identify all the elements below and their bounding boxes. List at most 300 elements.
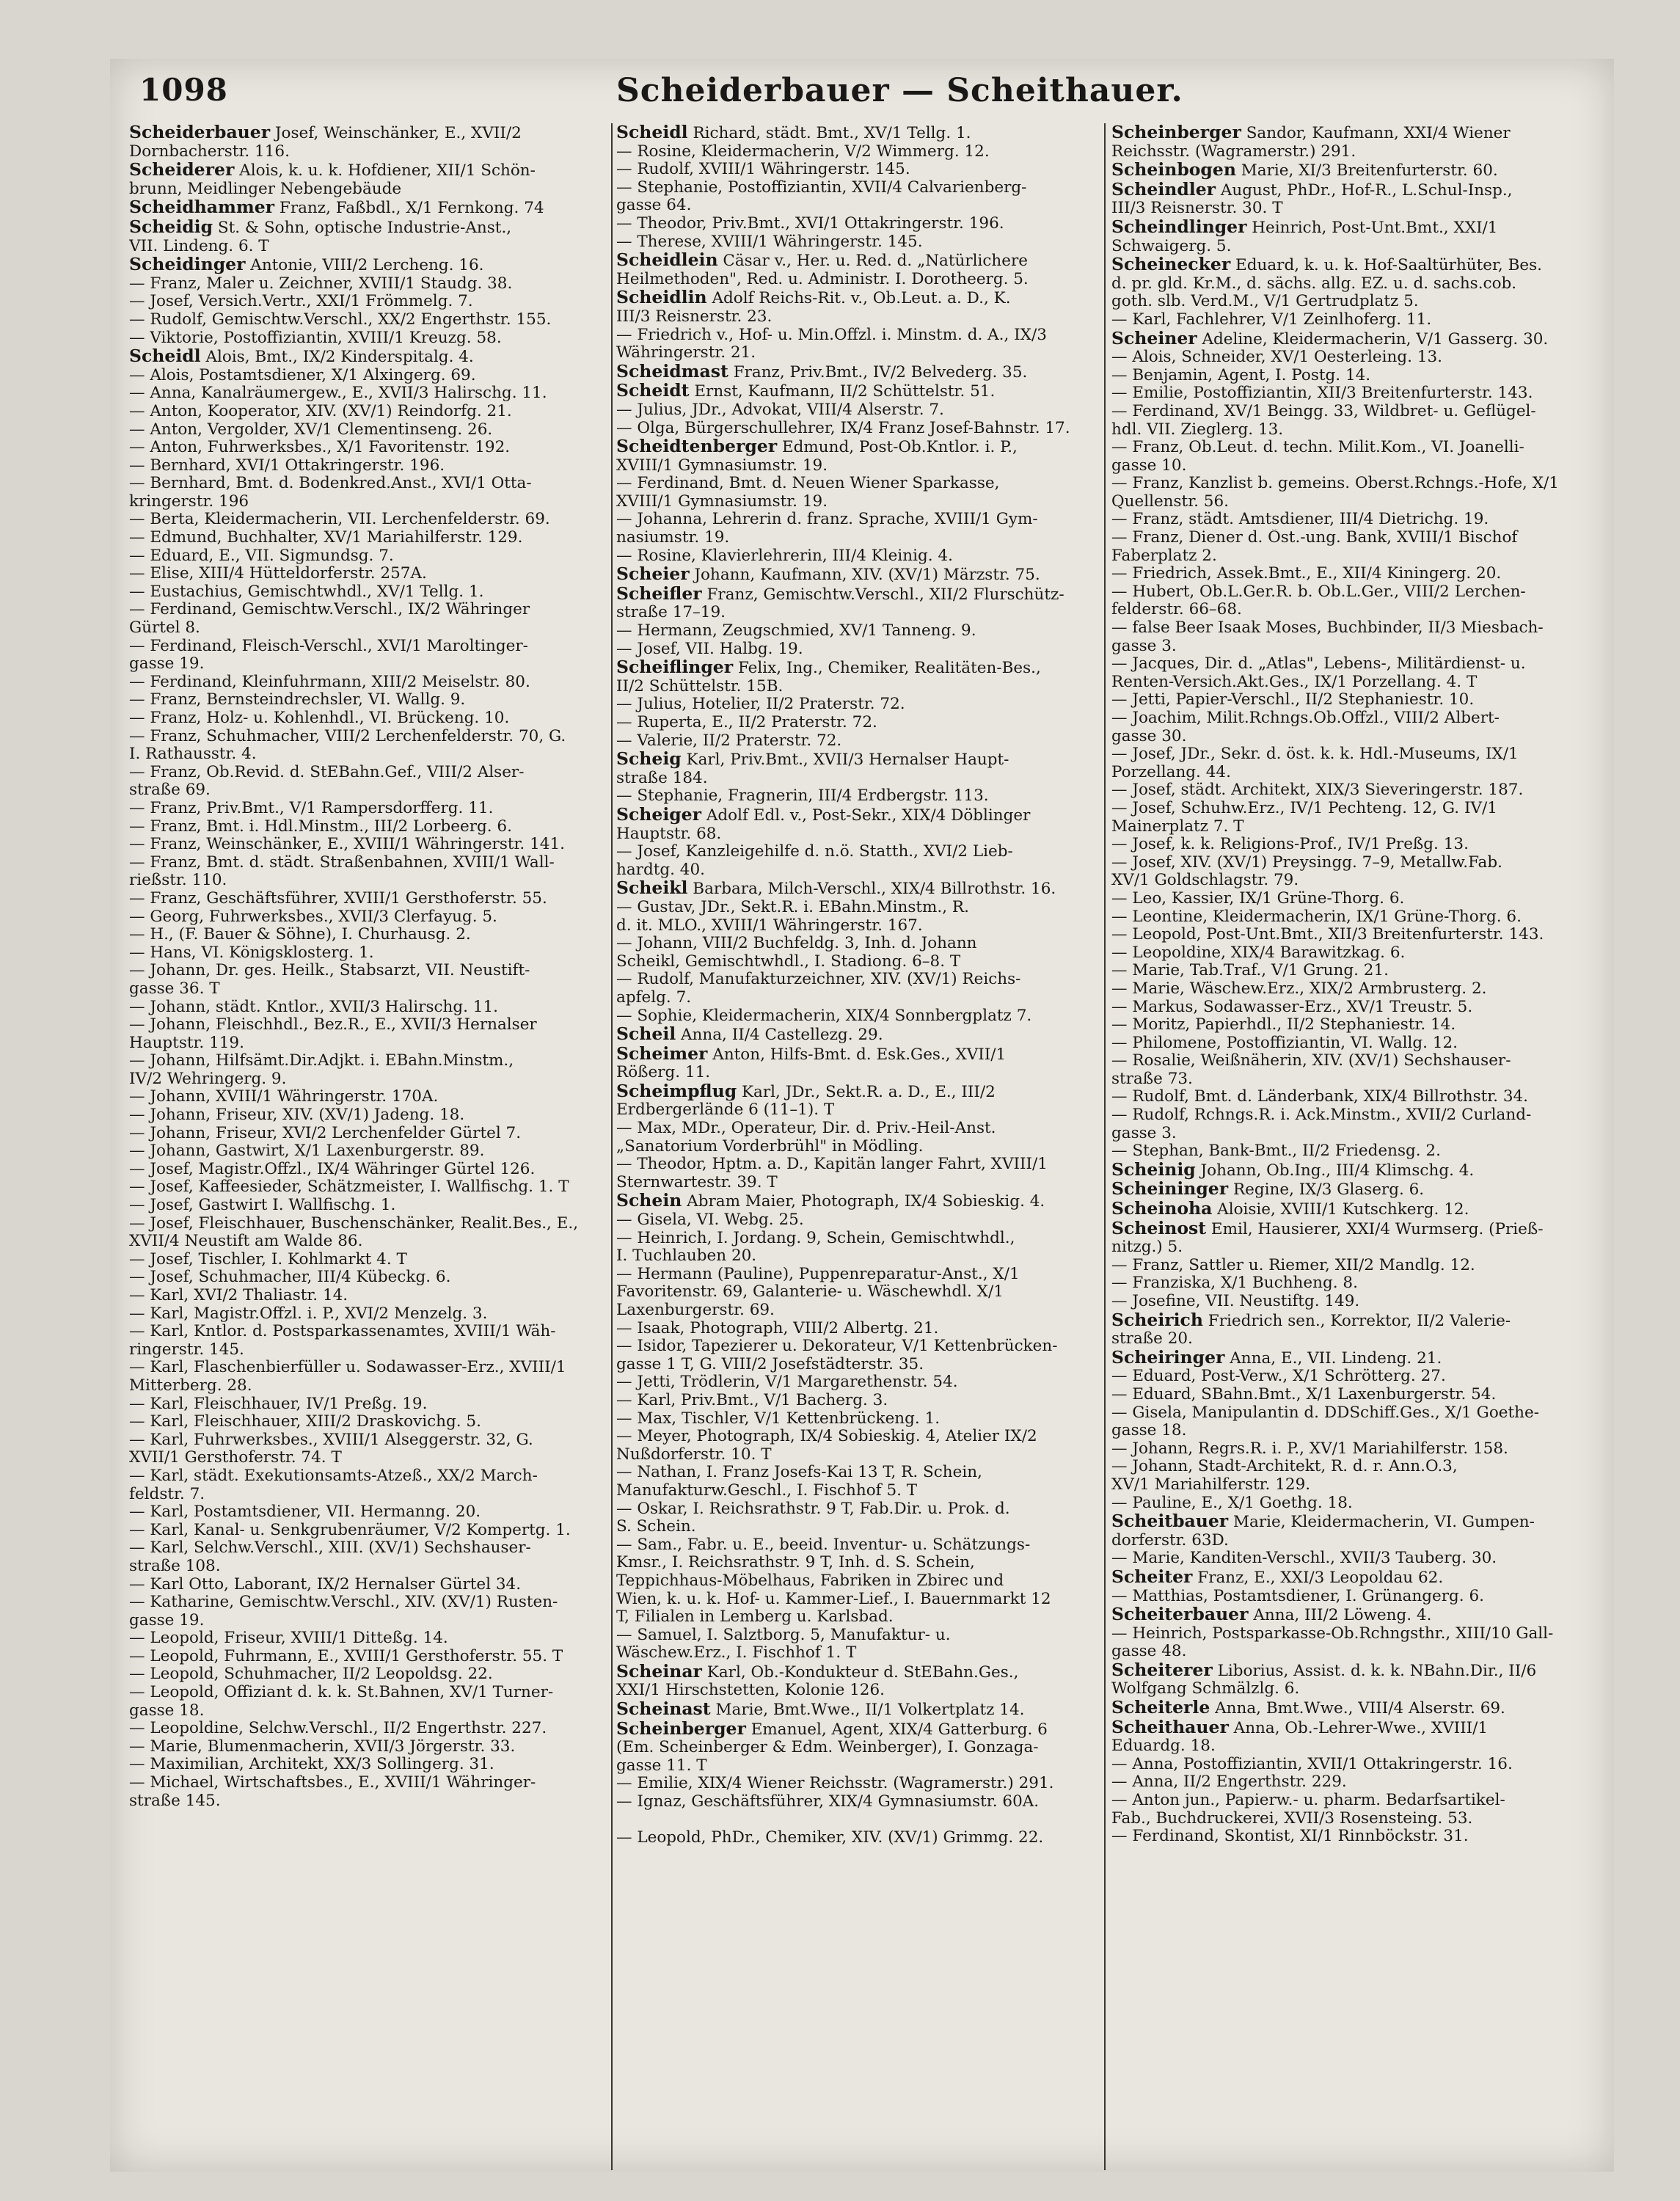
entry-text: Barbara, Milch-Verschl., XIX/4 Billrothstr. 16. bbox=[687, 880, 1056, 899]
entry-text: — Karl, Selchw.Verschl., XIII. (XV/1) Sechshauser- bbox=[129, 1539, 531, 1558]
entry-text: Karl, JDr., Sekt.R. a. D., E., III/2 bbox=[737, 1082, 996, 1101]
directory-entry bbox=[1111, 421, 1618, 439]
entry-text: — Marie, Kanditen-Verschl., XVII/3 Tauberg. 30. bbox=[1111, 1550, 1497, 1568]
entry-text: Manufakturw.Geschl., I. Fischhof 5. T bbox=[616, 1481, 918, 1500]
entry-text: — Leopoldine, XIX/4 Barawitzkag. 6. bbox=[1111, 943, 1406, 962]
entry-text: Scheikl, Gemischtwhdl., I. Stadiong. 6–8. T bbox=[616, 952, 961, 971]
entry-text: — Sam., Fabr. u. E., beeid. Inventur- u. Schätzungs- bbox=[616, 1536, 1031, 1554]
entry-text: apfelg. 7. bbox=[616, 988, 692, 1007]
entry-text: — Josef, Fleischhauer, Buschenschänker, Realit.Bes., E., bbox=[129, 1214, 579, 1233]
directory-entry bbox=[1111, 143, 1618, 161]
directory-entry bbox=[1111, 872, 1618, 890]
directory-entry bbox=[1111, 1718, 1618, 1738]
directory-entry bbox=[616, 420, 1100, 438]
directory-entry bbox=[1111, 1200, 1618, 1219]
surname: Scheiterbauer bbox=[1111, 1605, 1249, 1625]
entry-text: August, PhDr., Hof-R., L.Schul-Insp., bbox=[1216, 180, 1513, 200]
directory-entry bbox=[616, 123, 1100, 143]
entry-text: — Rosine, Klavierlehrerin, III/4 Kleinig. 4. bbox=[616, 547, 953, 565]
entry-text: Teppichhaus-Möbelhaus, Fabriken in Zbirec und bbox=[616, 1572, 1004, 1590]
surname: Scheiger bbox=[616, 805, 702, 825]
directory-entry bbox=[616, 989, 1100, 1007]
entry-text: — Valerie, II/2 Praterstr. 72. bbox=[616, 731, 842, 750]
entry-text: Anna, Bmt.Wwe., VIII/4 Alserstr. 69. bbox=[1210, 1699, 1505, 1718]
directory-entry bbox=[1111, 1386, 1618, 1404]
directory-entry bbox=[129, 745, 606, 764]
directory-entry bbox=[129, 601, 606, 619]
directory-entry bbox=[616, 1410, 1100, 1428]
directory-entry bbox=[1111, 1034, 1618, 1053]
directory-entry bbox=[1111, 1810, 1618, 1828]
directory-entry bbox=[616, 1283, 1100, 1302]
surname: Scheiringer bbox=[1111, 1348, 1225, 1368]
directory-entry bbox=[1111, 1257, 1618, 1275]
entry-text: Cäsar v., Her. u. Red. d. „Natürlichere bbox=[717, 252, 1028, 271]
entry-text: — Leopold, Fuhrmann, E., XVIII/1 Gersthoferstr. 55. T bbox=[129, 1647, 563, 1665]
directory-entry bbox=[129, 1088, 606, 1106]
entry-text: — Matthias, Postamtsdiener, I. Grünangerg. 6. bbox=[1111, 1587, 1484, 1605]
surname: Scheidl bbox=[129, 347, 201, 367]
directory-entry bbox=[129, 311, 606, 329]
entry-text: goth. slb. Verd.M., V/1 Gertrudplatz 5. bbox=[1111, 293, 1419, 311]
surname: Scheidl bbox=[616, 123, 688, 142]
directory-entry bbox=[1111, 1828, 1618, 1846]
entry-text: — Leopold, Friseur, XVIII/1 Ditteßg. 14. bbox=[129, 1629, 448, 1648]
surname: Scheidlein bbox=[616, 251, 718, 271]
directory-entry bbox=[616, 1356, 1100, 1374]
directory-entry bbox=[616, 143, 1100, 161]
entry-text: — Karl, Fachlehrer, V/1 Zeinlhoferg. 11. bbox=[1111, 310, 1432, 329]
directory-entry bbox=[1111, 439, 1618, 457]
entry-text: Dornbacherstr. 116. bbox=[129, 142, 290, 161]
entry-text: — Jetti, Papier-Verschl., II/2 Stephaniestr. 10. bbox=[1111, 691, 1475, 709]
entry-text: straße 20. bbox=[1111, 1330, 1193, 1348]
entry-text: — Karl, Fleischhauer, XIII/2 Draskovichg. 5. bbox=[129, 1413, 481, 1431]
entry-text: Rößerg. 11. bbox=[616, 1064, 711, 1082]
directory-entry bbox=[129, 1774, 606, 1792]
directory-entry bbox=[129, 1341, 606, 1359]
directory-entry bbox=[616, 1302, 1100, 1320]
entry-text: Nußdorferstr. 10. T bbox=[616, 1445, 772, 1464]
entry-text: St. & Sohn, optische Industrie-Anst., bbox=[213, 218, 512, 237]
entry-text: — Olga, Bürgerschullehrer, IX/4 Franz Josef-Bahnstr. 17. bbox=[616, 419, 1070, 437]
entry-text: — Friedrich, Assek.Bmt., E., XII/4 Kiningerg. 20. bbox=[1111, 565, 1502, 583]
directory-entry bbox=[616, 1811, 1100, 1830]
entry-text: Franz, Gemischtw.Verschl., XII/2 Flurschütz- bbox=[701, 585, 1064, 604]
entry-text: — Johann, Gastwirt, X/1 Laxenburgerstr. 89. bbox=[129, 1142, 485, 1161]
directory-entry bbox=[129, 1161, 606, 1179]
surname: Scheig bbox=[616, 750, 682, 770]
entry-text: — Franz, Bmt. i. Hdl.Minstm., III/2 Lorbeerg. 6. bbox=[129, 817, 512, 836]
entry-text: — Franz, Holz- u. Kohlenhdl., VI. Brückeng. 10. bbox=[129, 709, 510, 727]
directory-entry bbox=[616, 806, 1100, 825]
entry-text: Hauptstr. 119. bbox=[129, 1034, 244, 1052]
directory-entry bbox=[129, 1576, 606, 1594]
directory-entry bbox=[129, 1016, 606, 1034]
entry-text: — Josef, VII. Halbg. 19. bbox=[616, 640, 803, 658]
entry-text: Franz, E., XXI/3 Leopoldau 62. bbox=[1192, 1568, 1444, 1587]
directory-entry bbox=[616, 953, 1100, 971]
entry-text: straße 184. bbox=[616, 769, 708, 787]
directory-entry bbox=[616, 1700, 1100, 1720]
directory-entry bbox=[616, 1320, 1100, 1338]
directory-entry bbox=[1111, 493, 1618, 511]
entry-text: XXI/1 Hirschstetten, Kolonie 126. bbox=[616, 1682, 885, 1700]
entry-text: — Stephanie, Fragnerin, III/4 Erdbergstr. 113. bbox=[616, 787, 989, 806]
entry-text: — Emilie, XIX/4 Wiener Reichsstr. (Wagramerstr.) 291. bbox=[616, 1775, 1054, 1793]
entry-text: — Franz, Kanzlist b. gemeins. Oberst.Rchngs.-Hofe, X/1 bbox=[1111, 475, 1559, 493]
directory-entry bbox=[1111, 781, 1618, 800]
directory-entry bbox=[129, 1305, 606, 1324]
directory-entry bbox=[129, 1558, 606, 1576]
entry-text: XVII/4 Neustift am Walde 86. bbox=[129, 1233, 363, 1251]
directory-entry bbox=[129, 1233, 606, 1251]
surname: Scheinost bbox=[1111, 1219, 1207, 1238]
directory-entry bbox=[1111, 709, 1618, 728]
surname: Scheidt bbox=[616, 382, 690, 401]
entry-text: — Josef, städt. Architekt, XIX/3 Sieveringerstr. 187. bbox=[1111, 781, 1524, 800]
directory-entry bbox=[129, 238, 606, 256]
entry-text: — Johann, XVIII/1 Währingerstr. 170A. bbox=[129, 1088, 439, 1106]
entry-text: gasse 30. bbox=[1111, 727, 1187, 745]
entry-text: III/3 Reisnerstr. 30. T bbox=[1111, 200, 1283, 218]
entry-text: Karl, Ob.-Kondukteur d. StEBahn.Ges., bbox=[701, 1662, 1019, 1682]
entry-text: — Anton, Vergolder, XV/1 Clementinseng. 26. bbox=[129, 420, 493, 439]
surname: Scheidhammer bbox=[129, 198, 275, 218]
entry-text: Mitterberg. 28. bbox=[129, 1376, 252, 1395]
directory-entry bbox=[616, 233, 1100, 252]
entry-text: — Franz, Schuhmacher, VIII/2 Lerchenfelderstr. 70, G. bbox=[129, 727, 566, 745]
entry-text: Sandor, Kaufmann, XXI/4 Wiener bbox=[1241, 124, 1511, 142]
entry-text: I. Tuchlauben 20. bbox=[616, 1247, 757, 1266]
directory-entry bbox=[1111, 818, 1618, 836]
entry-text: — Rosine, Kleidermacherin, V/2 Wimmerg. 12. bbox=[616, 142, 990, 161]
entry-text: — Johann, Friseur, XVI/2 Lerchenfelder Gürtel 7. bbox=[129, 1124, 522, 1142]
entry-text: — Gisela, VI. Webg. 25. bbox=[616, 1211, 804, 1230]
entry-text: — Edmund, Buchhalter, XV/1 Mariahilferstr. 129. bbox=[129, 529, 523, 547]
directory-entry bbox=[129, 1178, 606, 1197]
entry-text: Anton, Hilfs-Bmt. d. Esk.Ges., XVII/1 bbox=[707, 1045, 1007, 1064]
directory-entry bbox=[129, 123, 606, 143]
directory-entry bbox=[1111, 1588, 1618, 1606]
directory-entry bbox=[616, 1591, 1100, 1609]
directory-entry bbox=[1111, 1070, 1618, 1089]
entry-text: XVIII/1 Gymnasiumstr. 19. bbox=[616, 492, 828, 511]
entry-text: Franz, Priv.Bmt., IV/2 Belvederg. 35. bbox=[728, 362, 1028, 382]
entry-text: — Isaak, Photograph, VIII/2 Albertg. 21. bbox=[616, 1319, 939, 1337]
directory-entry bbox=[1111, 999, 1618, 1017]
surname: Scheiflinger bbox=[616, 658, 734, 678]
entry-text: Sternwartestr. 39. T bbox=[616, 1173, 778, 1191]
directory-entry bbox=[1111, 1422, 1618, 1440]
entry-text: gasse 64. bbox=[616, 197, 692, 215]
entry-text: ringerstr. 145. bbox=[129, 1340, 244, 1359]
surname: Scheinberger bbox=[1111, 123, 1241, 142]
directory-entry bbox=[616, 493, 1100, 511]
directory-entry bbox=[1111, 583, 1618, 602]
surname: Scheidtenberger bbox=[616, 437, 778, 457]
entry-text: — Eduard, SBahn.Bmt., X/1 Laxenburgerstr. 54. bbox=[1111, 1385, 1497, 1404]
directory-entry bbox=[129, 1395, 606, 1414]
entry-text: — Meyer, Photograph, IX/4 Sobieskig. 4, Atelier IX/2 bbox=[616, 1428, 1037, 1446]
entry-text: II/2 Schüttelstr. 15B. bbox=[616, 677, 784, 696]
directory-entry bbox=[616, 1138, 1100, 1156]
entry-text: T, Filialen in Lemberg u. Karlsbad. bbox=[616, 1608, 894, 1627]
directory-entry bbox=[1111, 836, 1618, 854]
entry-text: — Maximilian, Architekt, XX/3 Sollingerg. 31. bbox=[129, 1756, 494, 1774]
surname: Scheiterer bbox=[1111, 1660, 1213, 1680]
directory-entry bbox=[616, 1464, 1100, 1482]
directory-entry bbox=[616, 437, 1100, 457]
entry-text: XV/1 Mariahilferstr. 129. bbox=[1111, 1475, 1311, 1494]
entry-text: — Rudolf, Bmt. d. Länderbank, XIX/4 Billrothstr. 34. bbox=[1111, 1088, 1529, 1106]
entry-text: gasse 1 T, G. VIII/2 Josefstädterstr. 35. bbox=[616, 1355, 924, 1373]
entry-text: — Karl, städt. Exekutionsamts-Atzeß., XX/2 March- bbox=[129, 1467, 538, 1485]
entry-text: — Jetti, Trödlerin, V/1 Margarethenstr. 54. bbox=[616, 1373, 958, 1392]
directory-entry bbox=[129, 1431, 606, 1450]
entry-text: XVII/1 Gersthoferstr. 74. T bbox=[129, 1449, 342, 1467]
running-head: Scheiderbauer — Scheithauer. bbox=[616, 72, 1183, 109]
directory-entry bbox=[129, 872, 606, 890]
directory-entry bbox=[1111, 547, 1618, 566]
directory-entry bbox=[616, 1156, 1100, 1174]
directory-entry bbox=[129, 1142, 606, 1161]
entry-text: straße 17–19. bbox=[616, 604, 726, 622]
directory-entry bbox=[129, 529, 606, 547]
entry-text: gasse 10. bbox=[1111, 456, 1187, 475]
directory-entry bbox=[616, 1644, 1100, 1662]
entry-text: Adeline, Kleidermacherin, V/1 Gasserg. 30. bbox=[1197, 329, 1549, 348]
entry-text: — Franz, Ob.Revid. d. StEBahn.Gef., VIII/2 Alser- bbox=[129, 763, 525, 781]
directory-entry bbox=[129, 764, 606, 782]
directory-entry bbox=[1111, 238, 1618, 256]
entry-text: Heinrich, Post-Unt.Bmt., XXI/1 bbox=[1246, 218, 1498, 237]
entry-text: — Leopold, Schuhmacher, II/2 Leopoldsg. 22. bbox=[129, 1665, 493, 1684]
entry-text: — Karl, Fuhrwerksbes., XVIII/1 Alseggerstr. 32, G. bbox=[129, 1431, 533, 1449]
directory-entry bbox=[1111, 1238, 1618, 1257]
entry-text: — Ferdinand, Fleisch-Verschl., XVI/1 Maroltinger- bbox=[129, 637, 528, 655]
entry-text: — Stephan, Bank-Bmt., II/2 Friedensg. 2. bbox=[1111, 1142, 1441, 1161]
entry-text: hdl. VII. Zieglerg. 13. bbox=[1111, 420, 1284, 439]
entry-text: — Bernhard, XVI/1 Ottakringerstr. 196. bbox=[129, 456, 445, 475]
directory-entry bbox=[129, 161, 606, 180]
directory-entry bbox=[616, 1500, 1100, 1519]
entry-text: — Marie, Wäschew.Erz., XIX/2 Armbrusterg. 2. bbox=[1111, 979, 1487, 998]
entry-text: — Ruperta, E., II/2 Praterstr. 72. bbox=[616, 714, 877, 731]
directory-entry bbox=[616, 787, 1100, 806]
directory-entry bbox=[616, 1428, 1100, 1446]
directory-entry bbox=[129, 980, 606, 999]
entry-text: gasse 3. bbox=[1111, 1124, 1177, 1142]
directory-entry bbox=[1111, 1792, 1618, 1810]
directory-entry bbox=[616, 1720, 1100, 1740]
entry-text: — Hermann (Pauline), Puppenreparatur-Anst., X/1 bbox=[616, 1265, 1020, 1283]
surname: Scheifler bbox=[616, 584, 702, 604]
entry-text: — Oskar, I. Reichsrathstr. 9 T, Fab.Dir. u. Prok. d. bbox=[616, 1500, 1010, 1518]
entry-text: Alois, Bmt., IX/2 Kinderspitalg. 4. bbox=[200, 348, 474, 367]
directory-entry bbox=[616, 658, 1100, 678]
directory-entry bbox=[616, 1230, 1100, 1248]
directory-entry bbox=[616, 362, 1100, 382]
directory-entry bbox=[616, 1682, 1100, 1700]
entry-text: — Josef, Magistr.Offzl., IX/4 Währinger Gürtel 126. bbox=[129, 1160, 536, 1178]
directory-entry bbox=[616, 1829, 1100, 1847]
entry-text: Anna, III/2 Löweng. 4. bbox=[1248, 1606, 1432, 1625]
directory-entry bbox=[1111, 457, 1618, 475]
entry-text: — Johanna, Lehrerin d. franz. Sprache, XVIII/1 Gym- bbox=[616, 511, 1038, 529]
entry-text: — Anna, II/2 Engerthstr. 229. bbox=[1111, 1773, 1347, 1792]
directory-entry bbox=[1111, 1016, 1618, 1034]
directory-entry bbox=[616, 622, 1100, 640]
directory-entry bbox=[1111, 691, 1618, 709]
directory-entry bbox=[616, 1025, 1100, 1045]
entry-text: — Franz, städt. Amtsdiener, III/4 Dietrichg. 19. bbox=[1111, 511, 1489, 529]
surname: Scheinbogen bbox=[1111, 161, 1236, 180]
directory-entry bbox=[616, 251, 1100, 271]
entry-text: — Johann, Fleischhdl., Bez.R., E., XVII/3 Hernalser bbox=[129, 1016, 537, 1034]
directory-entry bbox=[1111, 348, 1618, 367]
entry-text bbox=[616, 1811, 621, 1829]
directory-entry bbox=[616, 1793, 1100, 1811]
entry-text: — Johann, Friseur, XIV. (XV/1) Jadeng. 18. bbox=[129, 1106, 465, 1125]
directory-entry bbox=[616, 565, 1100, 585]
surname: Scheitbauer bbox=[1111, 1512, 1229, 1532]
entry-text: — Rudolf, Rchngs.R. i. Ack.Minstm., XVII/2 Curland- bbox=[1111, 1106, 1532, 1125]
surname: Scheiner bbox=[1111, 329, 1197, 348]
directory-entry bbox=[616, 511, 1100, 529]
directory-entry bbox=[616, 271, 1100, 289]
surname: Scheiterle bbox=[1111, 1698, 1210, 1718]
directory-entry bbox=[129, 457, 606, 475]
surname: Scheidmast bbox=[616, 362, 728, 382]
directory-entry bbox=[616, 714, 1100, 732]
entry-text: Friedrich sen., Korrektor, II/2 Valerie- bbox=[1202, 1311, 1511, 1330]
surname: Scheithauer bbox=[1111, 1718, 1229, 1737]
entry-text: I. Rathausstr. 4. bbox=[129, 745, 257, 764]
directory-entry bbox=[129, 1215, 606, 1233]
directory-entry bbox=[616, 326, 1100, 345]
directory-entry bbox=[616, 935, 1100, 953]
entry-text: — Karl, Kntlor. d. Postsparkassenamtes, XVIII/1 Wäh- bbox=[129, 1323, 556, 1341]
directory-entry bbox=[1111, 764, 1618, 782]
entry-text: Wäschew.Erz., I. Fischhof 1. T bbox=[616, 1644, 857, 1662]
entry-text: — Johann, VIII/2 Buchfeldg. 3, Inh. d. Johann bbox=[616, 935, 977, 953]
directory-entry bbox=[1111, 674, 1618, 692]
entry-text: — false Beer Isaak Moses, Buchbinder, II/3 Miesbach- bbox=[1111, 619, 1544, 638]
entry-text: (Em. Scheinberger & Edm. Weinberger), I. Gonzaga- bbox=[616, 1739, 1039, 1757]
directory-entry bbox=[129, 384, 606, 403]
directory-entry bbox=[616, 585, 1100, 605]
directory-entry bbox=[129, 421, 606, 439]
entry-text: IV/2 Wehringerg. 9. bbox=[129, 1070, 287, 1088]
entry-text: Edmund, Post-Ob.Kntlor. i. P., bbox=[777, 438, 1018, 457]
directory-entry bbox=[1111, 962, 1618, 980]
directory-entry bbox=[616, 1337, 1100, 1356]
directory-entry bbox=[129, 275, 606, 293]
entry-text: — Leopold, Post-Unt.Bmt., XII/3 Breitenfurterstr. 143. bbox=[1111, 926, 1544, 944]
directory-entry bbox=[616, 971, 1100, 989]
directory-entry bbox=[616, 732, 1100, 751]
entry-text: Karl, Priv.Bmt., XVII/3 Hernalser Haupt- bbox=[681, 751, 1009, 770]
directory-entry bbox=[1111, 890, 1618, 908]
directory-entry bbox=[616, 308, 1100, 326]
entry-text: felderstr. 66–68. bbox=[1111, 601, 1242, 619]
surname: Scheinecker bbox=[1111, 255, 1231, 275]
directory-entry bbox=[616, 825, 1100, 844]
directory-entry bbox=[616, 1373, 1100, 1392]
entry-text: Heilmethoden", Red. u. Administr. I. Dorotheerg. 5. bbox=[616, 270, 1029, 288]
entry-text: straße 145. bbox=[129, 1792, 221, 1810]
directory-entry bbox=[616, 1045, 1100, 1065]
directory-entry bbox=[616, 1174, 1100, 1192]
directory-entry bbox=[129, 1449, 606, 1467]
entry-text: — Julius, Hotelier, II/2 Praterstr. 72. bbox=[616, 696, 905, 714]
directory-entry bbox=[1111, 1219, 1618, 1239]
directory-entry bbox=[616, 770, 1100, 788]
entry-text: — Ferdinand, XV/1 Beingg. 33, Wildbret- u. Geflügel- bbox=[1111, 402, 1536, 420]
directory-entry bbox=[616, 1101, 1100, 1120]
entry-text: III/3 Reisnerstr. 23. bbox=[616, 307, 773, 326]
directory-entry bbox=[1111, 1125, 1618, 1143]
directory-entry bbox=[1111, 1161, 1618, 1180]
directory-entry bbox=[129, 999, 606, 1017]
entry-text: Kmsr., I. Reichsrathstr. 9 T, Inh. d. S. Schein, bbox=[616, 1554, 975, 1572]
entry-text: — Johann, Dr. ges. Heilk., Stabsarzt, VII. Neustift- bbox=[129, 962, 530, 980]
directory-entry bbox=[129, 1125, 606, 1143]
entry-text: — Karl Otto, Laborant, IX/2 Hernalser Gürtel 34. bbox=[129, 1575, 522, 1594]
directory-entry bbox=[129, 218, 606, 238]
directory-entry bbox=[129, 1594, 606, 1612]
entry-text: — Anton, Fuhrwerksbes., X/1 Favoritenstr. 192. bbox=[129, 439, 511, 457]
directory-entry bbox=[129, 1070, 606, 1089]
entry-text: — Max, Tischler, V/1 Kettenbrückeng. 1. bbox=[616, 1409, 941, 1428]
entry-text: — Johann, Regrs.R. i. P., XV/1 Mariahilferstr. 158. bbox=[1111, 1439, 1508, 1458]
entry-text: — Franz, Bmt. d. städt. Straßenbahnen, XVIII/1 Wall- bbox=[129, 853, 555, 872]
entry-text: XVIII/1 Gymnasiumstr. 19. bbox=[616, 456, 828, 475]
entry-text: Emanuel, Agent, XIX/4 Gatterburg. 6 bbox=[745, 1720, 1048, 1739]
entry-text: — Franz, Geschäftsführer, XVIII/1 Gersthoferstr. 55. bbox=[129, 889, 547, 908]
directory-entry bbox=[1111, 1330, 1618, 1348]
surname: Scheier bbox=[616, 565, 690, 585]
entry-text: — Benjamin, Agent, I. Postg. 14. bbox=[1111, 366, 1371, 384]
entry-text: Johann, Ob.Ing., III/4 Klimschg. 4. bbox=[1195, 1161, 1475, 1180]
entry-text: — Josef, Kanzleigehilfe d. n.ö. Statth., XVI/2 Lieb- bbox=[616, 843, 1013, 861]
column-2 bbox=[616, 123, 1100, 1847]
directory-entry bbox=[1111, 1476, 1618, 1494]
surname: Scheirich bbox=[1111, 1310, 1203, 1330]
entry-text: Hauptstr. 68. bbox=[616, 825, 722, 843]
entry-text: — Rudolf, XVIII/1 Währingerstr. 145. bbox=[616, 161, 910, 179]
entry-text: Gürtel 8. bbox=[129, 619, 200, 638]
surname: Scheil bbox=[616, 1025, 676, 1045]
directory-entry bbox=[129, 565, 606, 583]
directory-entry bbox=[129, 1486, 606, 1504]
entry-text: Marie, Bmt.Wwe., II/1 Volkertplatz 14. bbox=[710, 1701, 1025, 1720]
directory-entry bbox=[616, 1627, 1100, 1645]
entry-text: Richard, städt. Bmt., XV/1 Tellg. 1. bbox=[687, 124, 971, 142]
entry-text: Abram Maier, Photograph, IX/4 Sobieskig. 4. bbox=[682, 1192, 1045, 1211]
directory-entry bbox=[616, 917, 1100, 935]
entry-text: Marie, XI/3 Breitenfurterstr. 60. bbox=[1235, 161, 1498, 180]
directory-entry bbox=[616, 1247, 1100, 1266]
directory-entry bbox=[1111, 1440, 1618, 1459]
directory-entry bbox=[129, 1377, 606, 1395]
directory-entry bbox=[1111, 275, 1618, 293]
entry-text: Erdbergerlände 6 (11–1). T bbox=[616, 1101, 835, 1120]
entry-text: — Johann, städt. Kntlor., XVII/3 Halirschg. 11. bbox=[129, 998, 498, 1016]
entry-text: XV/1 Goldschlagstr. 79. bbox=[1111, 872, 1299, 890]
directory-entry bbox=[129, 728, 606, 746]
